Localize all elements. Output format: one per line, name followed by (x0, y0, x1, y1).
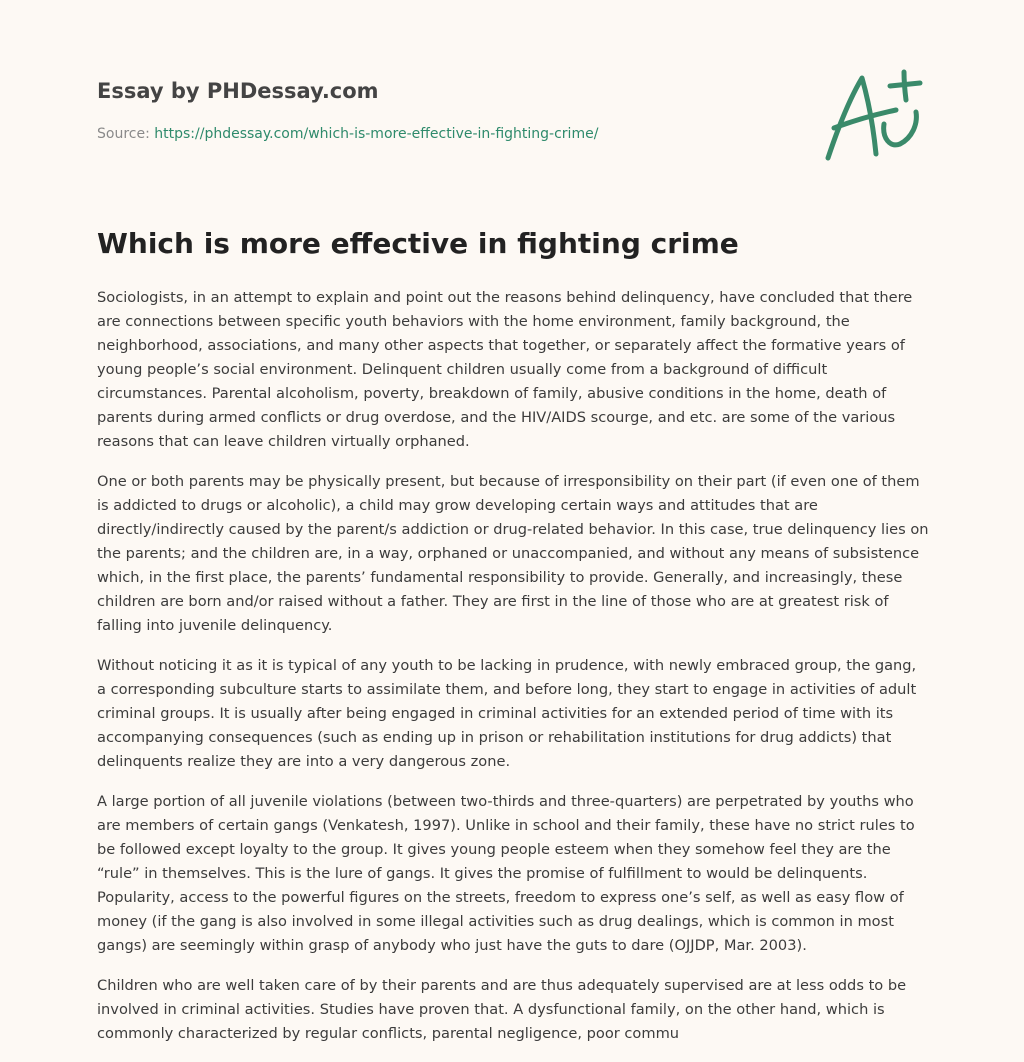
essay-header (97, 78, 797, 144)
source-label: Source: (97, 126, 150, 142)
paragraph: Sociologists, in an attempt to explain and point out the reasons behind delinquency, have concluded that there are connections between specific youth behaviors with the home environment, family background, the neighborhood, associations, and many other aspects that together, or separately affect the formative years of young people’s social environment. Delinquent children usually come from a background of difficult circumstances. Parental alcoholism, poverty, breakdown of family, abusive conditions in the home, death of parents during armed conflicts or drug overdose, and the HIV/AIDS scourge, and etc. are some of the various reasons that can leave children virtually orphaned. (97, 289, 913, 450)
essay-body (97, 286, 929, 1062)
site-brand: Essay by PHDessay.com (97, 79, 379, 103)
paragraph: Without noticing it as it is typical of any youth to be lacking in prudence, with newly embraced group, the gang, a corresponding subculture starts to assimilate them, and before long, they start to engage in activities of adult criminal groups. It is usually after being engaged in criminal activities for an extended period of time with its accompanying consequences (such as ending up in prison or rehabilitation institutions for drug addicts) that delinquents realize they are into a very dangerous zone. (97, 657, 917, 770)
paragraph: Children who are well taken care of by their parents and are thus adequately supervised are at less odds to be involved in criminal activities. Studies have proven that. A dysfunctional family, on the other hand, which is commonly characterized by regular conflicts, parental negligence, poor commu (97, 977, 907, 1042)
essay-title: Which is more effective in fighting crime (97, 227, 739, 260)
a-plus-icon (820, 66, 930, 166)
paragraph: A large portion of all juvenile violations (between two-thirds and three-quarters) are perpetrated by youths who are members of certain gangs (Venkatesh, 1997). Unlike in school and their family, these have no strict rules to be followed except loyalty to the group. It gives young people esteem when they somehow feel they are the “rule” in themselves. This is the lure of gangs. It gives the promise of fulfillment to would be delinquents. Popularity, access to the powerful figures on the streets, freedom to express one’s self, as well as easy flow of money (if the gang is also involved in some illegal activities such as drug dealings, which is common in most gangs) are seemingly within grasp of anybody who just have the guts to dare (OJJDP, Mar. 2003). (97, 793, 915, 954)
paragraph: One or both parents may be physically present, but because of irresponsibility on their part (if even one of them is addicted to drugs or alcoholic), a child may grow developing certain ways and attitudes that are directly/indirectly caused by the parent/s addiction or drug-related behavior. In this case, true delinquency lies on the parents; and the children are, in a way, orphaned or unaccompanied, and without any means of subsistence which, in the first place, the parents’ fundamental responsibility to provide. Generally, and increasingly, these children are born and/or raised without a father. They are first in the line of those who are at greatest risk of falling into juvenile delinquency. (97, 473, 929, 634)
source-link[interactable]: https://phdessay.com/which-is-more-effective-in-fighting-crime/ (154, 126, 599, 142)
source-line (97, 124, 797, 144)
